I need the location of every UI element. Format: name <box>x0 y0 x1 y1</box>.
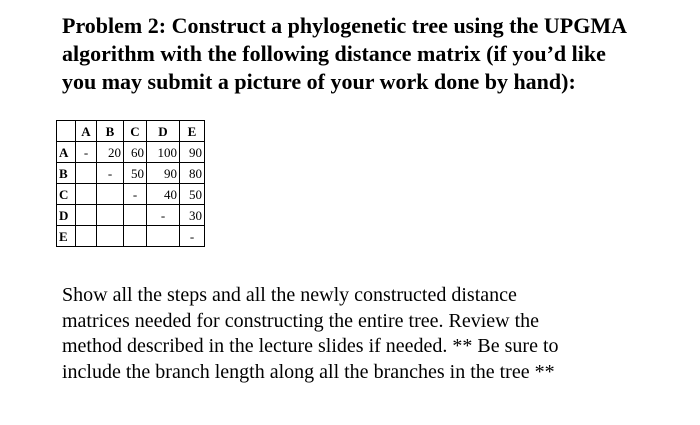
cell-e-d <box>147 226 180 247</box>
cell-c-e: 50 <box>180 184 205 205</box>
cell-d-c <box>124 205 147 226</box>
cell-c-d: 40 <box>147 184 180 205</box>
cell-c-b <box>97 184 124 205</box>
cell-e-b <box>97 226 124 247</box>
matrix-row-e <box>57 226 205 247</box>
cell-b-c: 50 <box>124 163 147 184</box>
distance-matrix <box>56 120 205 247</box>
instructions-line-3: method described in the lecture slides if needed. ** Be sure to <box>62 335 559 357</box>
cell-a-c: 60 <box>124 142 147 163</box>
row-header-a: A <box>57 142 76 163</box>
cell-b-d: 90 <box>147 163 180 184</box>
cell-a-b: 20 <box>97 142 124 163</box>
matrix-header-row <box>57 121 205 142</box>
heading-line-3: you may submit a picture of your work done by hand): <box>62 69 576 94</box>
cell-d-b <box>97 205 124 226</box>
cell-a-a: - <box>76 142 97 163</box>
matrix-row-d <box>57 205 205 226</box>
cell-b-e: 80 <box>180 163 205 184</box>
row-header-d: D <box>57 205 76 226</box>
matrix-row-c <box>57 184 205 205</box>
column-header-e: E <box>180 121 205 142</box>
instructions-line-2: matrices needed for constructing the entire tree. Review the <box>62 309 540 332</box>
matrix-row-a <box>57 142 205 163</box>
cell-d-e: 30 <box>180 205 205 226</box>
cell-a-d: 100 <box>147 142 180 163</box>
cell-e-c <box>124 226 147 247</box>
instructions-paragraph <box>62 283 682 385</box>
instructions-line-4: include the branch length along all the branches in the tree ** <box>62 360 555 383</box>
row-header-b: B <box>57 163 76 184</box>
heading-line-2: algorithm with the following distance matrix (if you’d like <box>62 41 606 66</box>
column-header-b: B <box>97 121 124 142</box>
cell-e-a <box>76 226 97 247</box>
cell-d-a <box>76 205 97 226</box>
column-header-d: D <box>147 121 180 142</box>
cell-c-a <box>76 184 97 205</box>
matrix-row-b <box>57 163 205 184</box>
cell-b-a <box>76 163 97 184</box>
cell-b-b: - <box>97 163 124 184</box>
cell-a-e: 90 <box>180 142 205 163</box>
matrix-corner-cell <box>57 121 76 142</box>
cell-c-c: - <box>124 184 147 205</box>
problem-heading <box>62 12 672 96</box>
column-header-a: A <box>76 121 97 142</box>
instructions-line-1: Show all the steps and all the newly constructed distance <box>62 284 517 306</box>
column-header-c: C <box>124 121 147 142</box>
cell-e-e: - <box>180 226 205 247</box>
heading-line-1: Problem 2: Construct a phylogenetic tree using the UPGMA <box>62 13 628 38</box>
row-header-c: C <box>57 184 76 205</box>
row-header-e: E <box>57 226 76 247</box>
cell-d-d: - <box>147 205 180 226</box>
